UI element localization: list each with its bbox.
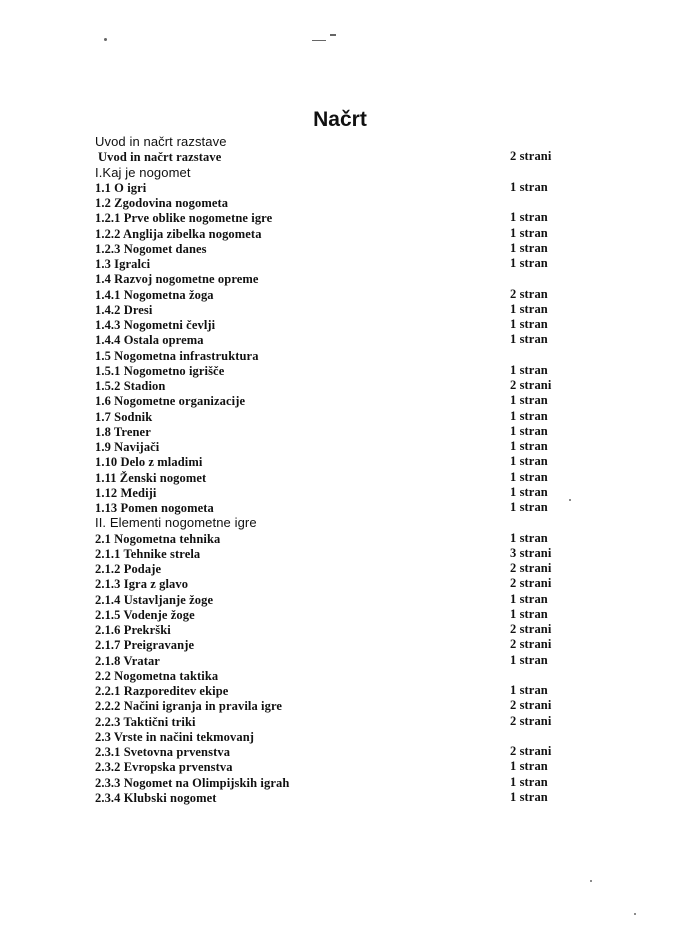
toc-entry — [95, 424, 575, 439]
toc-entry-label: 2.1 Nogometna tehnika — [95, 531, 221, 546]
toc-entry-pages: 2 strani — [510, 149, 552, 164]
toc-entry-label: 1.5.1 Nogometno igrišče — [95, 363, 225, 378]
toc-entry-pages: 1 stran — [510, 789, 548, 804]
toc-entry-pages: 1 stran — [510, 454, 548, 469]
toc-entry-label: 1.3 Igralci — [95, 257, 151, 271]
toc-entry-label: 2.1.2 Podaje — [95, 562, 162, 576]
toc-entry — [95, 561, 575, 576]
toc-section-heading — [95, 134, 575, 149]
toc-entry — [95, 790, 575, 805]
scan-speck — [312, 40, 326, 41]
toc-entry — [95, 683, 575, 698]
toc-entry — [95, 210, 575, 225]
toc-entry — [95, 576, 575, 591]
toc-entry-label: 1.2.2 Anglija zibelka nogometa — [95, 226, 262, 241]
toc-entry-label: 2.3.4 Klubski nogomet — [95, 790, 217, 805]
toc-entry — [95, 409, 575, 424]
toc-section-heading — [95, 515, 575, 530]
toc-entry-pages: 1 stran — [510, 240, 548, 255]
toc-entry-label: Uvod in načrt razstave — [98, 150, 222, 165]
toc-entry-label: 1.10 Delo z mladimi — [95, 455, 203, 470]
toc-entry-label: 1.4 Razvoj nogometne opreme — [95, 272, 259, 287]
toc-entry-pages: 2 strani — [510, 637, 552, 652]
toc-entry — [95, 302, 575, 317]
toc-entry-label: 1.5.2 Stadion — [95, 379, 166, 393]
toc-entry-label: 2.1.6 Prekrški — [95, 623, 171, 637]
toc-entry-label: 1.12 Mediji — [95, 485, 157, 500]
toc-entry — [95, 546, 575, 561]
toc-entry-label: 1.2.1 Prve oblike nogometne igre — [95, 211, 273, 226]
toc-section-heading — [95, 165, 575, 180]
toc-entry-pages: 1 stran — [510, 530, 548, 545]
toc-entry — [95, 378, 575, 393]
toc-entry-pages: 1 stran — [510, 256, 548, 270]
toc-entry — [95, 332, 575, 347]
toc-entry — [95, 226, 575, 241]
toc-entry-pages: 1 stran — [510, 683, 548, 697]
toc-entry — [95, 271, 575, 286]
toc-entry-pages: 1 stran — [510, 362, 548, 377]
toc-entry-label: 1.8 Trener — [95, 424, 151, 439]
toc-entry-pages: 2 strani — [510, 713, 552, 728]
page-title: Načrt — [313, 108, 367, 131]
toc-entry-label: 1.9 Navijači — [95, 440, 160, 454]
toc-entry-pages: 1 stran — [510, 439, 548, 453]
toc-entry — [95, 714, 575, 729]
toc-entry-label: 1.5 Nogometna infrastruktura — [95, 348, 259, 363]
toc-entry-pages: 1 stran — [510, 332, 548, 347]
scan-speck — [569, 499, 571, 501]
scan-speck — [634, 913, 636, 915]
toc-entry — [95, 668, 575, 683]
toc-entry-pages: 1 stran — [510, 423, 548, 438]
toc-entry — [95, 195, 575, 210]
toc-entry — [95, 439, 575, 454]
toc-entry-pages: 2 strani — [510, 622, 552, 636]
toc-entry-label: Uvod in načrt razstave — [95, 134, 227, 149]
toc-entry — [95, 759, 575, 774]
toc-entry-pages: 1 stran — [510, 408, 548, 423]
toc-entry-pages: 1 stran — [510, 210, 548, 225]
toc-entry-pages: 2 strani — [510, 561, 552, 575]
scan-speck — [590, 880, 592, 882]
toc-entry-label: 1.1 O igri — [95, 180, 147, 195]
toc-entry — [95, 454, 575, 469]
toc-entry-pages: 2 strani — [510, 378, 552, 392]
toc-entry — [95, 744, 575, 759]
toc-entry-label: 1.4.3 Nogometni čevlji — [95, 318, 216, 332]
toc-entry-label: 1.7 Sodnik — [95, 409, 153, 424]
toc-entry-label: 1.4.4 Ostala oprema — [95, 333, 204, 348]
toc-entry — [95, 531, 575, 546]
toc-entry-pages: 1 stran — [510, 179, 548, 194]
toc-entry-label: 2.3.2 Evropska prvenstva — [95, 760, 233, 775]
toc-entry — [95, 698, 575, 713]
toc-entry-pages: 1 stran — [510, 225, 548, 240]
scan-speck — [330, 34, 336, 36]
toc-entry-pages: 1 stran — [510, 301, 548, 316]
toc-entry-label: 2.3 Vrste in načini tekmovanj — [95, 729, 255, 744]
toc-entry-pages: 2 stran — [510, 286, 548, 301]
toc-entry-label: 2.1.7 Preigravanje — [95, 638, 195, 653]
toc-entry — [95, 729, 575, 744]
toc-entry — [95, 393, 575, 408]
toc-entry-pages: 1 stran — [510, 469, 548, 484]
toc-entry-label: 1.4.2 Dresi — [95, 302, 153, 317]
toc-entry-label: 2.3.1 Svetovna prvenstva — [95, 745, 231, 759]
toc-entry — [95, 149, 575, 164]
toc-entry — [95, 470, 575, 485]
toc-entry-pages: 1 stran — [510, 591, 548, 606]
toc-entry-pages: 2 strani — [510, 698, 552, 713]
toc-entry-pages: 1 stran — [510, 759, 548, 774]
toc-entry-label: 2.2 Nogometna taktika — [95, 668, 219, 683]
toc-entry — [95, 287, 575, 302]
toc-entry — [95, 256, 575, 271]
toc-entry-label: I.Kaj je nogomet — [95, 164, 191, 180]
scan-speck — [104, 38, 107, 41]
toc-entry-pages: 1 stran — [510, 500, 548, 514]
toc-entry — [95, 592, 575, 607]
toc-entry-pages: 2 strani — [510, 576, 552, 591]
toc-entry — [95, 637, 575, 652]
toc-entry-label: 1.2.3 Nogomet danes — [95, 241, 207, 256]
toc-entry — [95, 485, 575, 500]
toc-entry-label: 2.1.4 Ustavljanje žoge — [95, 592, 214, 607]
toc-entry — [95, 241, 575, 256]
toc-entry — [95, 348, 575, 363]
toc-entry-label: 2.1.3 Igra z glavo — [95, 577, 189, 592]
toc-entry-label: 2.2.1 Razporeditev ekipe — [95, 684, 229, 698]
toc-entry-label: 1.4.1 Nogometna žoga — [95, 287, 214, 302]
toc-entry — [95, 180, 575, 195]
toc-entry-pages: 1 stran — [510, 484, 548, 499]
toc-entry — [95, 622, 575, 637]
toc-entry-pages: 3 strani — [510, 545, 552, 560]
toc-entry — [95, 653, 575, 668]
toc-entry-pages: 1 stran — [510, 774, 548, 789]
toc-entry — [95, 317, 575, 332]
toc-entry — [95, 775, 575, 790]
toc-entry — [95, 607, 575, 622]
toc-entry-label: 2.2.2 Načini igranja in pravila igre — [95, 699, 283, 714]
toc-entry-label: II. Elementi nogometne igre — [95, 515, 257, 531]
toc-entry-label: 1.6 Nogometne organizacije — [95, 394, 246, 409]
table-of-contents — [95, 134, 575, 805]
toc-entry-pages: 1 stran — [510, 606, 548, 621]
toc-entry-pages: 1 stran — [510, 652, 548, 667]
toc-entry-label: 2.2.3 Taktični triki — [95, 714, 196, 729]
toc-entry-label: 1.2 Zgodovina nogometa — [95, 196, 229, 210]
toc-entry-label: 2.3.3 Nogomet na Olimpijskih igrah — [95, 775, 290, 790]
toc-entry — [95, 363, 575, 378]
toc-entry-label: 2.1.1 Tehnike strela — [95, 546, 201, 561]
toc-entry-pages: 1 stran — [510, 317, 548, 331]
toc-entry-label: 2.1.8 Vratar — [95, 653, 160, 668]
toc-entry-label: 2.1.5 Vodenje žoge — [95, 607, 195, 622]
toc-entry-pages: 2 strani — [510, 744, 552, 758]
toc-entry-label: 1.11 Ženski nogomet — [95, 470, 207, 485]
toc-entry — [95, 500, 575, 515]
toc-entry-label: 1.13 Pomen nogometa — [95, 501, 214, 515]
toc-entry-pages: 1 stran — [510, 393, 548, 408]
